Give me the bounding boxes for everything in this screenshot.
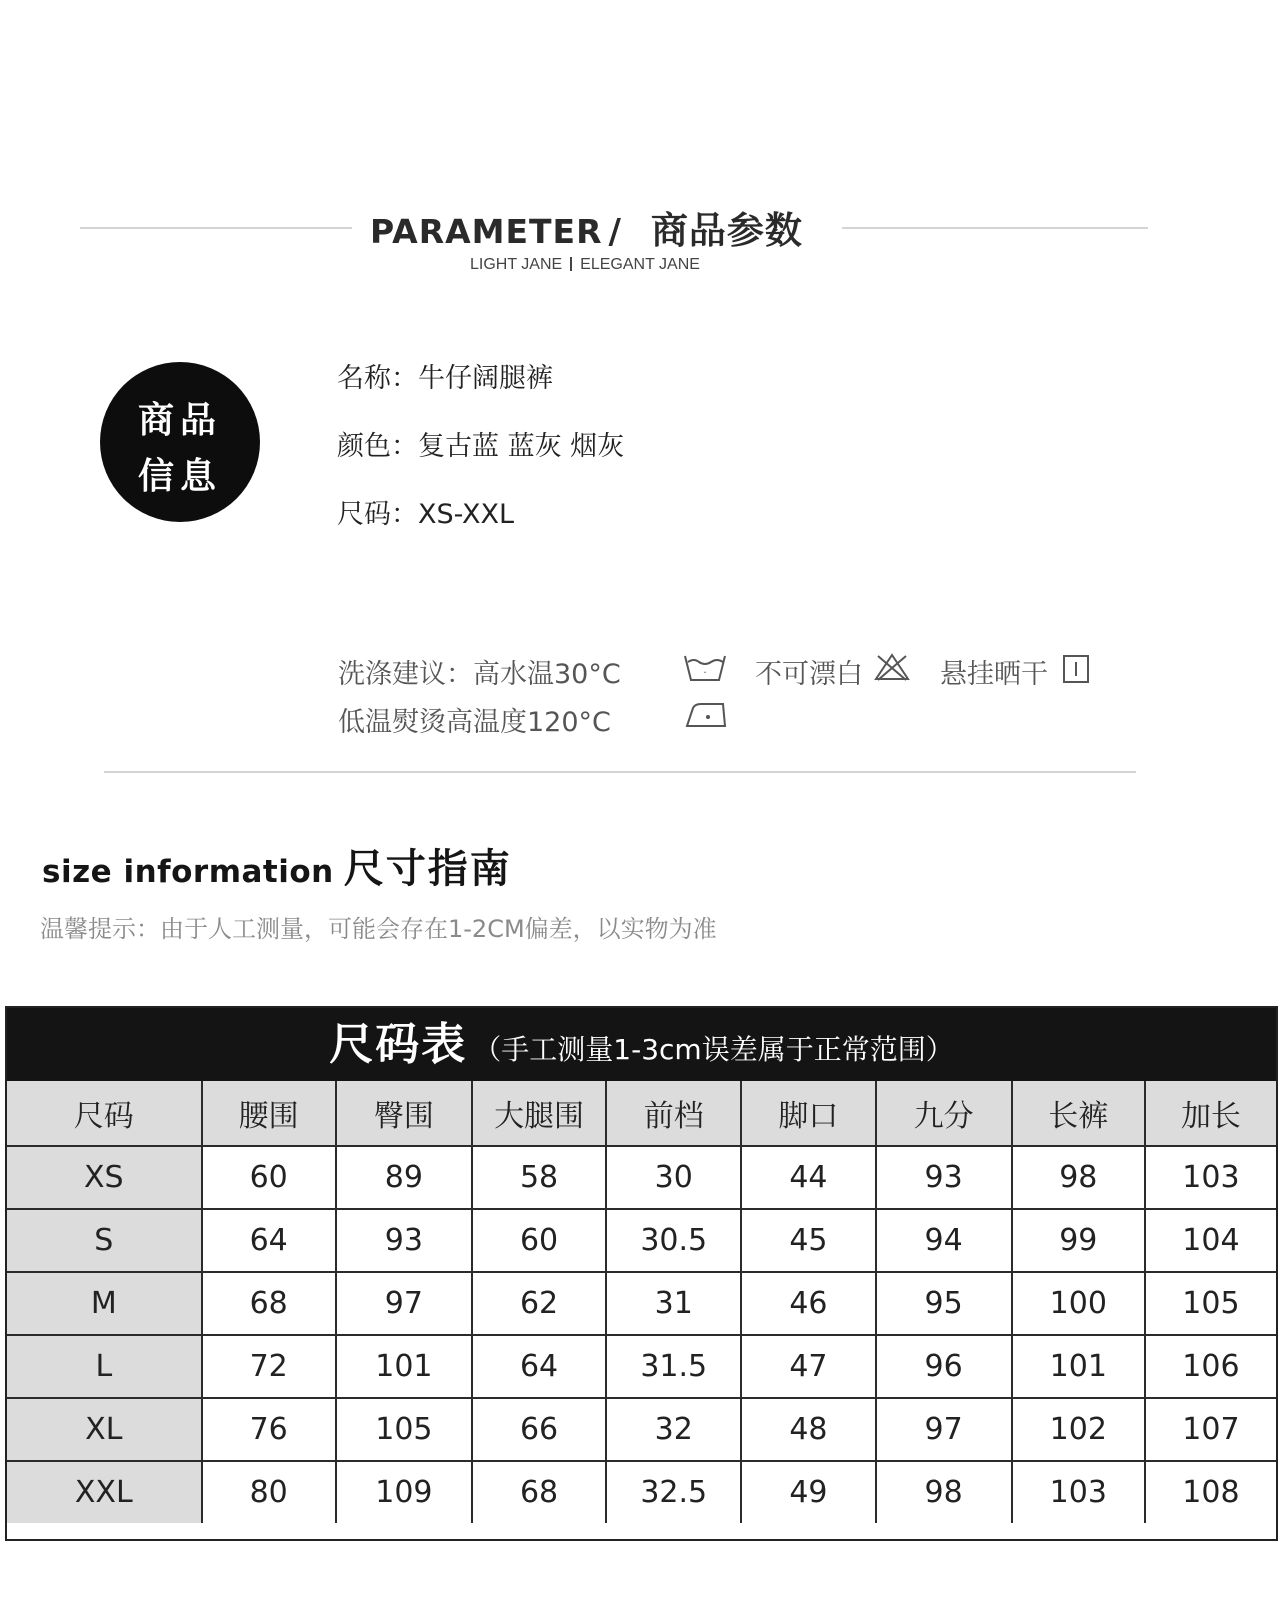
table-cell: 47 [741, 1335, 875, 1398]
table-cell: 94 [876, 1209, 1012, 1272]
size-cell: XS [7, 1146, 202, 1209]
iron-icon [683, 700, 729, 730]
table-cell: 60 [472, 1209, 606, 1272]
size-table-title-main: 尺码表 [329, 1019, 468, 1070]
product-info-badge [100, 362, 260, 522]
table-cell: 103 [1145, 1146, 1276, 1209]
table-row [7, 1209, 1276, 1272]
table-row [7, 1335, 1276, 1398]
table-cell: 32.5 [606, 1461, 741, 1523]
size-table-header-bar [7, 1008, 1276, 1081]
table-cell: 96 [876, 1335, 1012, 1398]
table-cell: 48 [741, 1398, 875, 1461]
table-row [7, 1461, 1276, 1523]
table-row [7, 1272, 1276, 1335]
table-cell: 98 [1012, 1146, 1145, 1209]
size-guide-title [42, 837, 512, 894]
table-cell: 72 [202, 1335, 336, 1398]
table-cell: 45 [741, 1209, 875, 1272]
table-cell: 104 [1145, 1209, 1276, 1272]
column-header: 腰围 [202, 1081, 336, 1146]
table-cell: 30.5 [606, 1209, 741, 1272]
table-cell: 89 [336, 1146, 472, 1209]
hang-dry-icon [1062, 654, 1090, 684]
badge-line-1: 商品 [137, 400, 222, 441]
table-cell: 68 [472, 1461, 606, 1523]
size-guide-title-en: size information [42, 854, 334, 890]
table-cell: 105 [336, 1398, 472, 1461]
table-cell: 103 [1012, 1461, 1145, 1523]
table-cell: 64 [202, 1209, 336, 1272]
parameter-title-en: PARAMETER [370, 212, 603, 251]
table-cell: 46 [741, 1272, 875, 1335]
table-cell: 32 [606, 1398, 741, 1461]
table-cell: 31.5 [606, 1335, 741, 1398]
parameter-title-slash: / [608, 212, 621, 252]
column-header: 加长 [1145, 1081, 1276, 1146]
section-divider [104, 771, 1136, 773]
table-cell: 97 [336, 1272, 472, 1335]
table-cell: 101 [336, 1335, 472, 1398]
header-line-right [842, 227, 1148, 229]
table-cell: 44 [741, 1146, 875, 1209]
parameter-subtitle [470, 256, 770, 274]
subtitle-separator [570, 257, 572, 271]
table-cell: 80 [202, 1461, 336, 1523]
measurement-tip: 温馨提示：由于人工测量，可能会存在1-2CM偏差，以实物为准 [40, 915, 717, 943]
size-guide-title-cn: 尺寸指南 [343, 846, 512, 892]
column-header: 尺码 [7, 1081, 202, 1146]
table-cell: 108 [1145, 1461, 1276, 1523]
size-grid [7, 1081, 1276, 1523]
column-header: 脚口 [741, 1081, 875, 1146]
wash-tub-icon [683, 650, 727, 686]
size-cell: M [7, 1272, 202, 1335]
hang-dry-label: 悬挂晒干 [940, 659, 1048, 690]
table-cell: 31 [606, 1272, 741, 1335]
column-header: 臀围 [336, 1081, 472, 1146]
table-cell: 106 [1145, 1335, 1276, 1398]
product-color: 颜色：复古蓝 蓝灰 烟灰 [337, 431, 625, 462]
subtitle-left: LIGHT JANE [470, 256, 563, 273]
table-cell: 76 [202, 1398, 336, 1461]
subtitle-right: ELEGANT JANE [580, 256, 700, 273]
table-row [7, 1398, 1276, 1461]
table-cell: 58 [472, 1146, 606, 1209]
table-cell: 97 [876, 1398, 1012, 1461]
table-cell: 68 [202, 1272, 336, 1335]
size-table-title-note: （手工测量1-3cm误差属于正常范围） [473, 1033, 954, 1066]
column-header: 长裤 [1012, 1081, 1145, 1146]
table-cell: 100 [1012, 1272, 1145, 1335]
size-cell: S [7, 1209, 202, 1272]
table-row [7, 1146, 1276, 1209]
header-line-left [80, 227, 352, 229]
table-cell: 102 [1012, 1398, 1145, 1461]
table-cell: 93 [336, 1209, 472, 1272]
table-cell: 101 [1012, 1335, 1145, 1398]
size-cell: XL [7, 1398, 202, 1461]
no-bleach-icon [874, 652, 910, 682]
wash-advice: 洗涤建议：高水温30°C [338, 659, 621, 690]
table-cell: 93 [876, 1146, 1012, 1209]
table-cell: 49 [741, 1461, 875, 1523]
iron-advice: 低温熨烫高温度120°C [338, 707, 611, 738]
table-cell: 30 [606, 1146, 741, 1209]
size-cell: XXL [7, 1461, 202, 1523]
table-cell: 64 [472, 1335, 606, 1398]
table-cell: 109 [336, 1461, 472, 1523]
badge-line-2: 信息 [137, 456, 222, 497]
table-cell: 107 [1145, 1398, 1276, 1461]
table-cell: 99 [1012, 1209, 1145, 1272]
size-table-title [7, 1008, 1276, 1090]
product-name: 名称：牛仔阔腿裤 [337, 363, 553, 394]
size-table [5, 1006, 1278, 1541]
table-cell: 66 [472, 1398, 606, 1461]
svg-text:·: · [703, 666, 707, 679]
table-cell: 105 [1145, 1272, 1276, 1335]
parameter-title-cn: 商品参数 [650, 209, 803, 252]
product-size-range: 尺码：XS-XXL [337, 499, 515, 530]
table-cell: 62 [472, 1272, 606, 1335]
size-cell: L [7, 1335, 202, 1398]
table-cell: 60 [202, 1146, 336, 1209]
table-header-row [7, 1081, 1276, 1146]
table-cell: 98 [876, 1461, 1012, 1523]
no-bleach-label: 不可漂白 [755, 659, 863, 690]
column-header: 大腿围 [472, 1081, 606, 1146]
parameter-title [370, 200, 840, 250]
column-header: 九分 [876, 1081, 1012, 1146]
table-cell: 95 [876, 1272, 1012, 1335]
column-header: 前档 [606, 1081, 741, 1146]
